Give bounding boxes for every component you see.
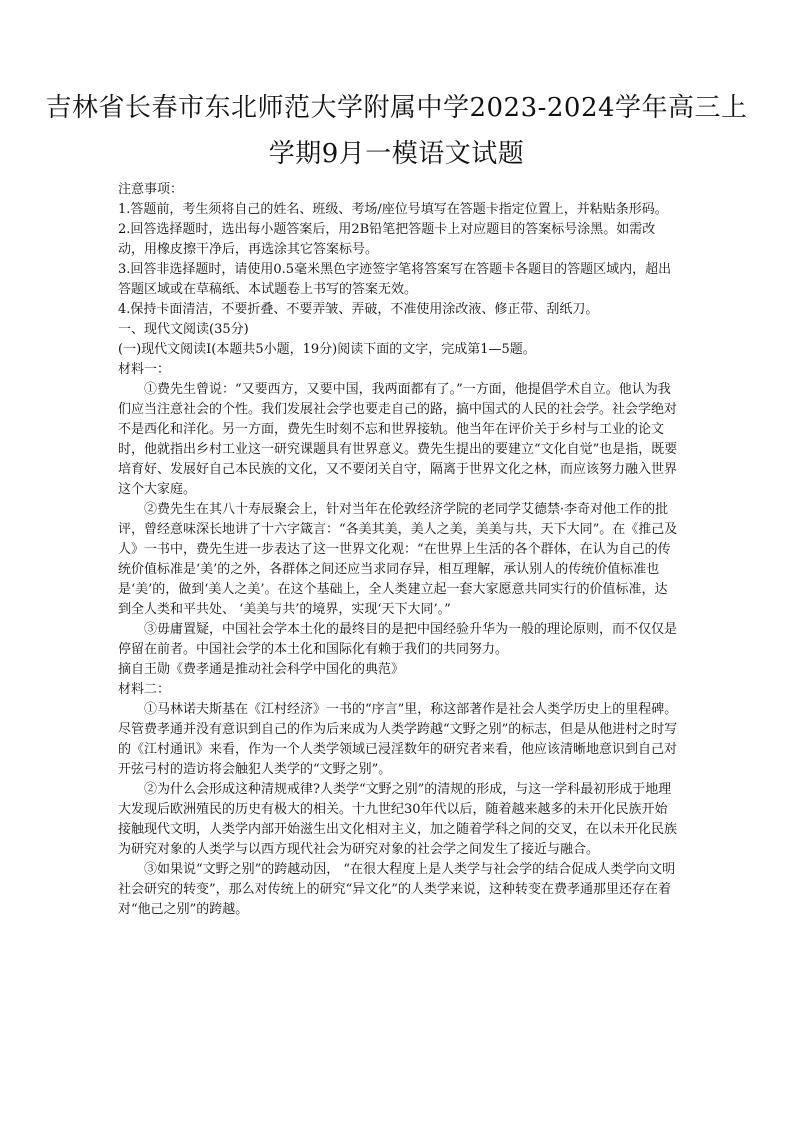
material-2-para-1: ①马林诺夫斯基在《江村经济》一书的“序言”里，称这部著作是社会人类学历史上的里程碑。尽管费孝通并没有意识到自己的作为后来成为人类学跨越“文野之别”的标志，但是从他进村之时写的《江村通讯》来看，作为一个人类学领域已浸淫数年的研究者来看，他应该清晰地意识到自己对开弦弓村的造访将会触犯人类学的“文野之别”。: [118, 702, 678, 777]
notice-item-3: 3.回答非选择题时，请使用0.5毫米黑色字迹签字笔将答案写在答题卡各题目的答题区域内，超出答题区域或在草稿纸、本试题卷上书写的答案无效。: [118, 262, 672, 297]
title-line-2: 学期9月一模语文试题: [268, 139, 525, 169]
material-2-label: 材料二：: [118, 682, 171, 697]
notice-item-1: 1.答题前，考生须将自己的姓名、班级、考场/座位号填写在答题卡指定位置上，并粘贴条形码。: [118, 202, 668, 217]
material-1-source: 摘自王勋《费孝通是推动社会科学中国化的典范》: [118, 662, 405, 677]
notice-item-4: 4.保持卡面清洁，不要折叠、不要弄皱、弄破，不准使用涂改液、修正带、刮纸刀。: [118, 302, 599, 317]
material-1-label: 材料一：: [118, 362, 171, 377]
material-1-para-3: ③毋庸置疑，中国社会学本土化的最终目的是把中国经验升华为一般的理论原则，而不仅仅是停留在前者。中国社会学的本土化和国际化有赖于我们的共同努力。: [118, 622, 678, 657]
section-subheading: (一)现代文阅读I(本题共5小题，19分)阅读下面的文字，完成第1—5题。: [118, 342, 536, 357]
notice-item-2: 2.回答选择题时，选出每小题答案后，用2B铅笔把答题卡上对应题目的答案标号涂黑。如需改动，用橡皮擦干净后，再选涂其它答案标号。: [118, 222, 656, 257]
material-2-para-2: ②为什么会形成这种清规戒律?人类学“文野之别”的清规的形成，与这一学科最初形成于地理大发现后欧洲殖民的历史有极大的相关。十九世纪30年代以后，随着越来越多的未开化民族开始接触现代文明，人类学内部开始滋生出文化相对主义，加之随着学科之间的交叉，在以未开化民族为研究对象的人类学与以西方现代社会为研究对象的社会学之间发生了接近与融合。: [118, 782, 678, 857]
material-1-para-2: ②费先生在其八十寿辰聚会上，针对当年在伦敦经济学院的老同学艾德禁·李奇对他工作的批评，曾经意味深长地讲了十六字箴言：“各美其美，美人之美，美美与共，天下大同”。在《推己及人》一书中，费先生进一步表达了这一世界文化观：“在世界上生活的各个群体，在认为自己的传统价值标准是‘美’的之外，各群体之间还应当求同存异，相互理解，承认别人的传统价值标准也是‘美’的，做到‘美人之美’。在这个基础上，全人类建立起一套大家愿意共同实行的价值标准，达到全人类和平共处、 ‘美美与共’的境界，实现‘天下大同’。”: [118, 502, 678, 617]
material-1-para-1: ①费先生曾说：“又要西方，又要中国，我两面都有了。”一方面，他提倡学术自立。他认为我们应当注意社会的个性。我们发展社会学也要走自己的路，搞中国式的人民的社会学。社会学绝对不是西化和洋化。另一方面，费先生时刻不忘和世界接轨。他当年在评价关于乡村与工业的论文时，他就指出乡村工业这一研究课题具有世界意义。费先生提出的要建立“文化自觉”也是指，既要培育好、发展好自己本民族的文化，又不要闭关自守，隔离于世界文化之林，而应该努力融入世界这个大家庭。: [118, 382, 678, 497]
title-line-1: 吉林省长春市东北师范大学附属中学2023-2024学年高三上: [45, 93, 748, 123]
notice-heading: 注意事项：: [118, 182, 184, 197]
document-body: [118, 180, 680, 920]
section-heading: 一、现代文阅读(35分): [118, 322, 249, 337]
material-2-para-3: ③如果说“文野之别”的跨越动因， “在很大程度上是人类学与社会学的结合促成人类学向文明社会研究的转变”，那么对传统上的研究“异文化”的人类学来说，这种转变在费孝通那里还存在着对“他己之别”的跨越。: [118, 862, 676, 917]
